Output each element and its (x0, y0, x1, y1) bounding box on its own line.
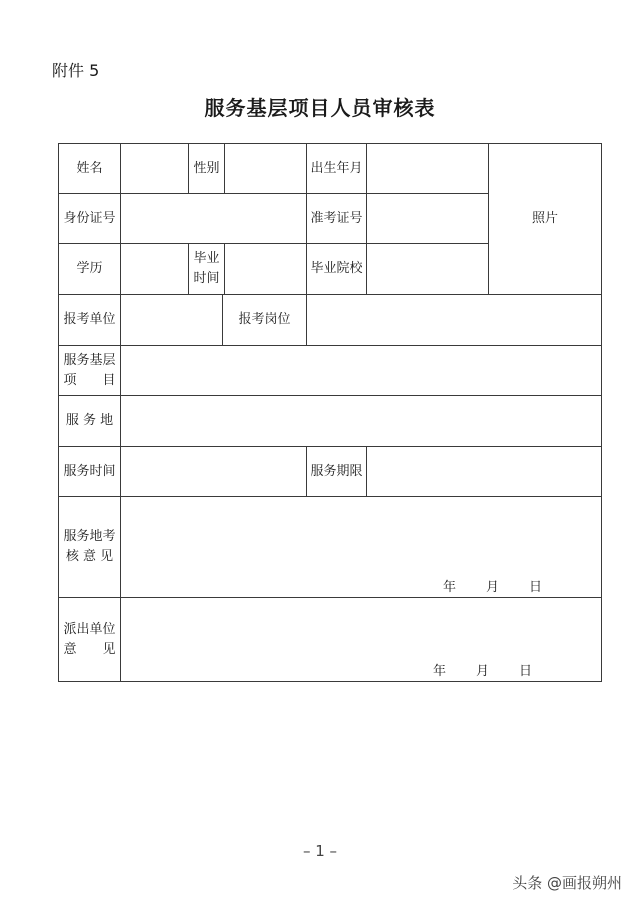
date-day: 日 (529, 580, 543, 595)
location-opinion-date (443, 576, 542, 595)
table-border-right (601, 143, 602, 682)
label-graduation-time (189, 244, 224, 294)
label-service-project-line2: 项 目 (63, 372, 116, 388)
page-number: – 1 – (302, 842, 338, 860)
label-birth-date: 出生年月 (310, 160, 363, 176)
applied-position-value[interactable] (307, 295, 601, 345)
dispatch-opinion-date (433, 660, 532, 679)
birth-date-value[interactable] (367, 144, 488, 193)
label-service-time: 服务时间 (63, 463, 116, 479)
exam-number-value[interactable] (367, 194, 488, 243)
label-service-location: 服 务 地 (65, 413, 114, 428)
date-month: 月 (476, 664, 490, 679)
label-location-opinion-line1: 服务地考 (63, 529, 116, 544)
id-number-value[interactable] (121, 194, 306, 243)
annex-label: 附件 5 (52, 61, 100, 80)
label-dispatch-opinion-line2: 意 见 (63, 641, 116, 657)
gender-value[interactable] (225, 144, 306, 193)
date-year: 年 (433, 664, 447, 679)
label-exam-number: 准考证号 (310, 210, 363, 226)
label-graduation-time-line2: 时间 (193, 271, 220, 286)
label-applied-unit: 报考单位 (63, 312, 116, 327)
label-service-project (59, 346, 120, 395)
date-day: 日 (519, 664, 533, 679)
label-dispatch-opinion (59, 598, 120, 681)
label-graduation-school: 毕业院校 (310, 261, 363, 276)
table-border-bottom (58, 681, 602, 682)
label-gender: 性别 (193, 160, 220, 176)
label-name: 姓名 (76, 160, 103, 176)
watermark: 头条 @画报朔州 (512, 874, 622, 892)
education-value[interactable] (121, 244, 188, 294)
label-service-project-line1: 服务基层 (63, 352, 116, 368)
name-value[interactable] (121, 144, 188, 193)
graduation-time-value[interactable] (225, 244, 306, 294)
page-title: 服务基层项目人员审核表 (204, 96, 436, 120)
label-id-number: 身份证号 (63, 210, 116, 226)
graduation-school-value[interactable] (367, 244, 488, 294)
label-location-opinion (59, 497, 120, 597)
label-applied-position: 报考岗位 (238, 312, 291, 327)
service-location-value[interactable] (121, 396, 601, 446)
service-project-value[interactable] (121, 346, 601, 395)
label-education: 学历 (76, 261, 103, 276)
service-term-value[interactable] (367, 447, 601, 496)
label-service-term: 服务期限 (310, 463, 363, 479)
label-graduation-time-line1: 毕业 (193, 251, 220, 266)
service-time-value[interactable] (121, 447, 306, 496)
date-month: 月 (486, 580, 500, 595)
date-year: 年 (443, 580, 457, 595)
label-location-opinion-line2: 核 意 见 (65, 549, 114, 564)
label-dispatch-opinion-line1: 派出单位 (63, 621, 116, 637)
applied-unit-value[interactable] (121, 295, 222, 345)
photo-cell[interactable]: 照片 (531, 211, 558, 226)
